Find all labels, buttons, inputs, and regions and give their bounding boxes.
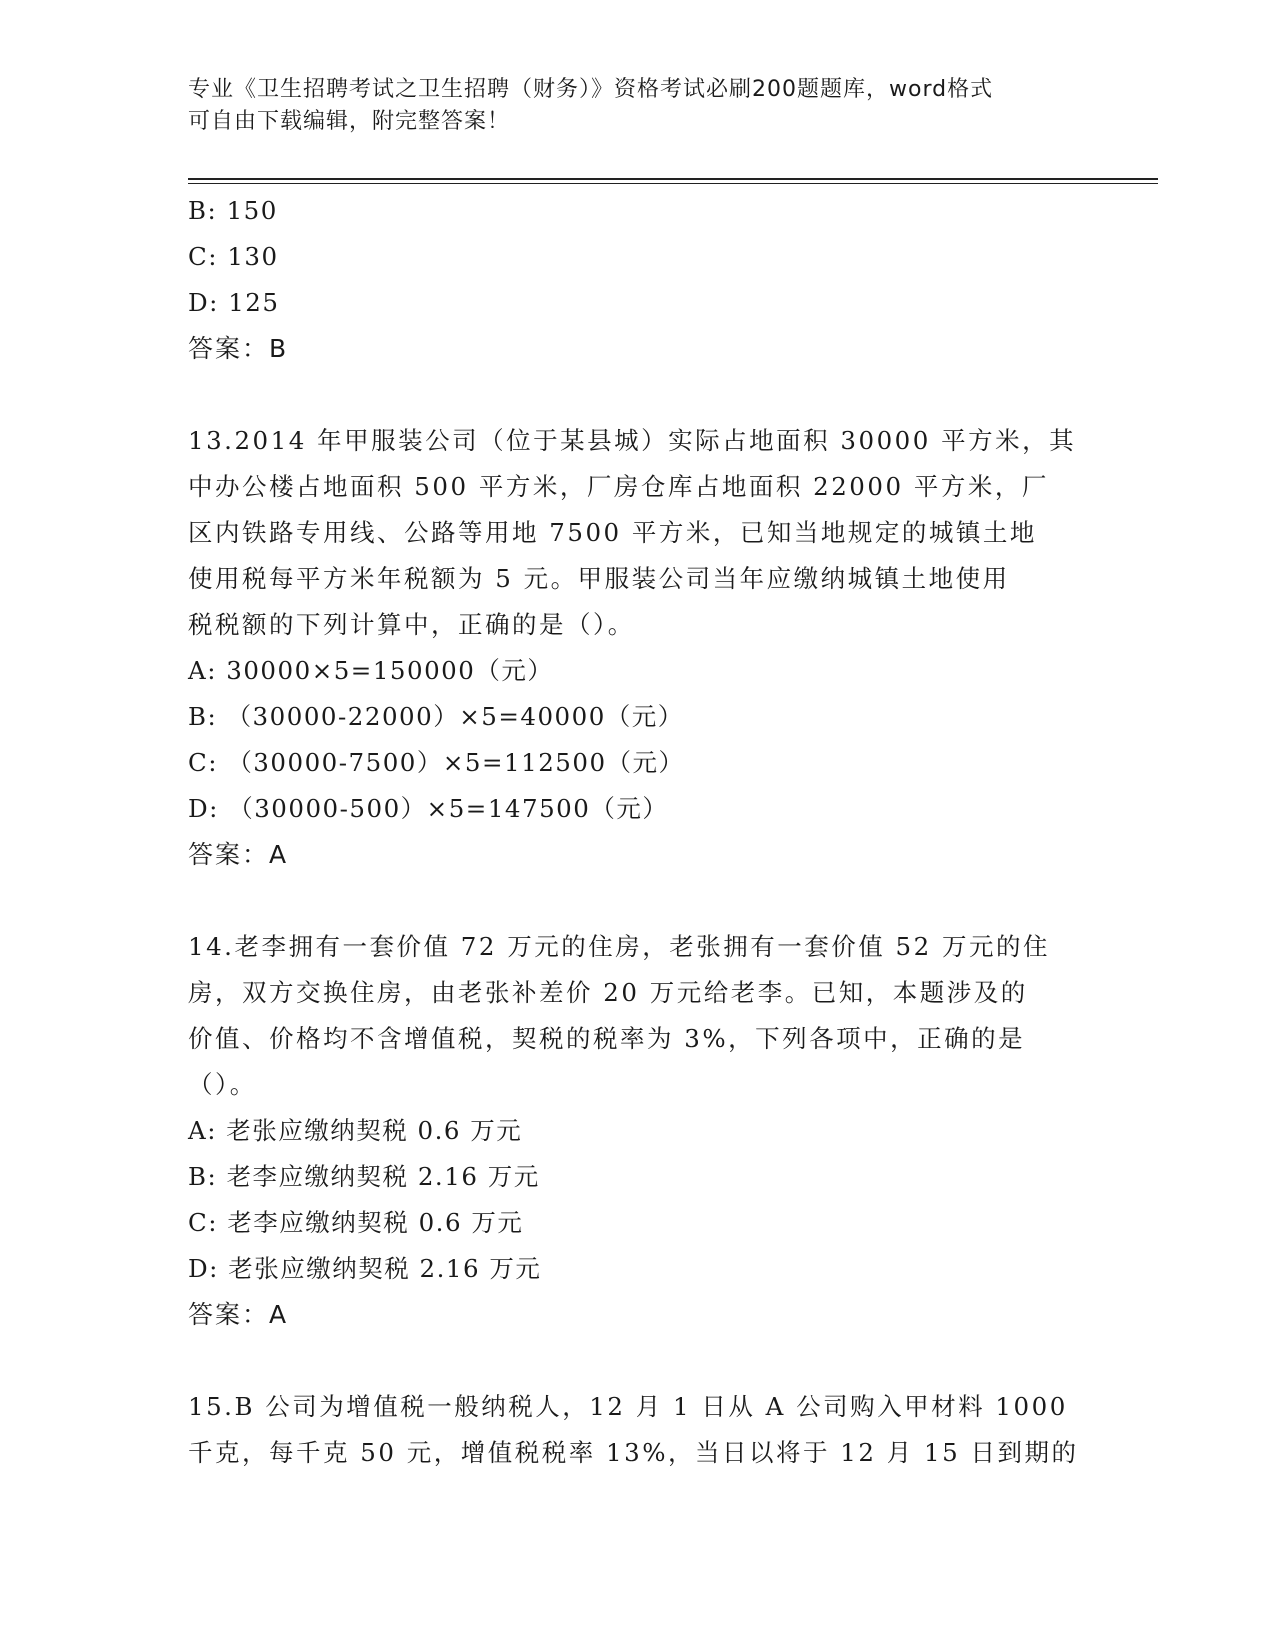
option-line	[188, 786, 1088, 832]
question-text-line: 价值、价格均不含增值税，契税的税率为 3%，下列各项中，正确的是	[188, 1024, 1026, 1053]
question-text-line: 中办公楼占地面积 500 平方米，厂房仓库占地面积 22000 平方米，厂	[188, 472, 1049, 501]
option-line	[188, 1246, 1088, 1292]
option-text: 130	[227, 242, 279, 271]
spacer	[188, 878, 1088, 924]
option-line	[188, 234, 1088, 280]
option-label: D:	[188, 794, 219, 823]
header-line-1: 专业《卫生招聘考试之卫生招聘（财务）》资格考试必刷200题题库，word格式	[188, 77, 994, 102]
option-text: 老张应缴纳契税 0.6 万元	[226, 1116, 523, 1145]
header-divider-thick	[188, 178, 1158, 180]
option-line	[188, 280, 1088, 326]
option-label: A:	[188, 1116, 217, 1145]
header-divider-thin	[188, 183, 1158, 184]
answer-line: 答案：A	[188, 1300, 289, 1329]
header-line-2: 可自由下载编辑，附完整答案！	[188, 109, 511, 134]
option-text: （30000-22000）×5=40000（元）	[226, 702, 684, 731]
option-label: C:	[188, 748, 219, 777]
option-line	[188, 648, 1088, 694]
option-text: 125	[228, 288, 280, 317]
option-text: 老李应缴纳契税 2.16 万元	[226, 1162, 540, 1191]
question-text-line: （）。	[188, 1070, 257, 1099]
option-text: 老张应缴纳契税 2.16 万元	[228, 1254, 542, 1283]
option-label: B:	[188, 196, 218, 225]
page-header	[188, 74, 1068, 138]
document-body	[188, 188, 1088, 1476]
question-15	[188, 1384, 1088, 1476]
option-text: 150	[226, 196, 278, 225]
question-text-line: 14.老李拥有一套价值 72 万元的住房，老张拥有一套价值 52 万元的住	[188, 932, 1050, 961]
option-line	[188, 694, 1088, 740]
option-text: （30000-7500）×5=112500（元）	[227, 748, 685, 777]
question-text-line: 使用税每平方米年税额为 5 元。甲服装公司当年应缴纳城镇土地使用	[188, 564, 1010, 593]
spacer	[188, 1338, 1088, 1384]
option-text: 30000×5=150000（元）	[226, 656, 554, 685]
question-text-line: 税税额的下列计算中，正确的是（）。	[188, 610, 635, 639]
option-label: D:	[188, 1254, 219, 1283]
question-text-line: 千克，每千克 50 元，增值税税率 13%，当日以将于 12 月 15 日到期的	[188, 1438, 1079, 1467]
option-label: C:	[188, 1208, 219, 1237]
option-text: （30000-500）×5=147500（元）	[228, 794, 669, 823]
option-label: B:	[188, 702, 218, 731]
spacer	[188, 372, 1088, 418]
option-line	[188, 1154, 1088, 1200]
option-line	[188, 188, 1088, 234]
option-label: D:	[188, 288, 219, 317]
option-line	[188, 740, 1088, 786]
question-text-line: 房，双方交换住房，由老张补差价 20 万元给老李。已知，本题涉及的	[188, 978, 1028, 1007]
option-label: A:	[188, 656, 217, 685]
option-label: B:	[188, 1162, 218, 1191]
answer-line: 答案：A	[188, 840, 289, 869]
option-label: C:	[188, 242, 219, 271]
option-line	[188, 1200, 1088, 1246]
answer-line: 答案：B	[188, 334, 289, 363]
option-text: 老李应缴纳契税 0.6 万元	[227, 1208, 524, 1237]
option-line	[188, 1108, 1088, 1154]
question-14	[188, 924, 1088, 1338]
question-13	[188, 418, 1088, 878]
question-text-line: 13.2014 年甲服装公司（位于某县城）实际占地面积 30000 平方米，其	[188, 426, 1077, 455]
question-text-line: 15.B 公司为增值税一般纳税人，12 月 1 日从 A 公司购入甲材料 1000	[188, 1392, 1068, 1421]
question-text-line: 区内铁路专用线、公路等用地 7500 平方米，已知当地规定的城镇土地	[188, 518, 1037, 547]
